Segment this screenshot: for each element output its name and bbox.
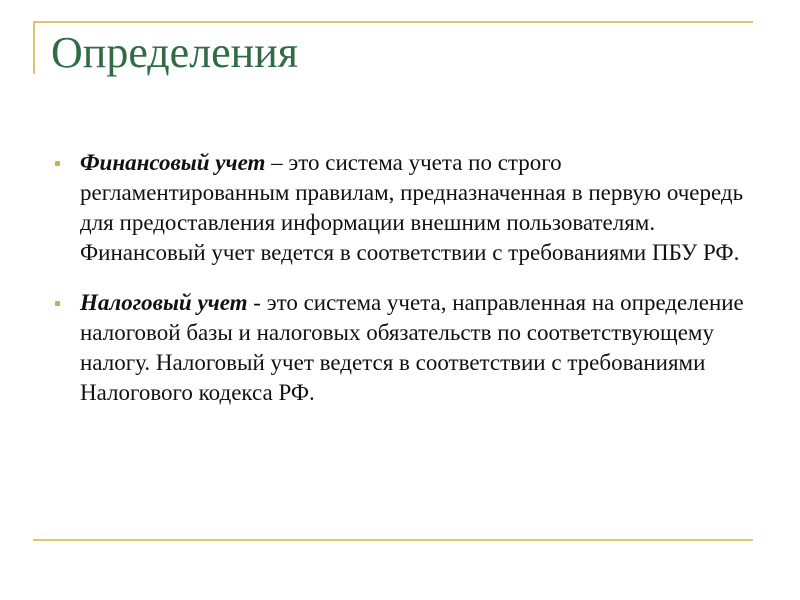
top-divider (33, 21, 753, 23)
definition-financial-accounting: – это система учета по строго регламентированным правилам, предназначенная в первую очередь для предоставления информации внешним пользователям. Финансовый учет ведется в соответствии с требованиями ПБУ РФ. (80, 150, 744, 265)
list-item (47, 288, 752, 408)
term-tax-accounting: Налоговый учет (80, 290, 248, 315)
definition-tax-accounting: - это система учета, направленная на определение налоговой базы и налоговых обязательств по соответствующему налогу. Налоговый учет ведется в соответствии с требованиями Налогового кодекса РФ. (80, 290, 744, 405)
definitions-list (47, 148, 752, 428)
slide-title: Определения (51, 28, 299, 77)
bottom-divider (33, 539, 753, 541)
list-item (47, 148, 752, 268)
bullet-icon (55, 161, 60, 166)
bullet-icon (55, 301, 60, 306)
term-financial-accounting: Финансовый учет (80, 150, 266, 175)
left-accent-line (33, 22, 35, 74)
